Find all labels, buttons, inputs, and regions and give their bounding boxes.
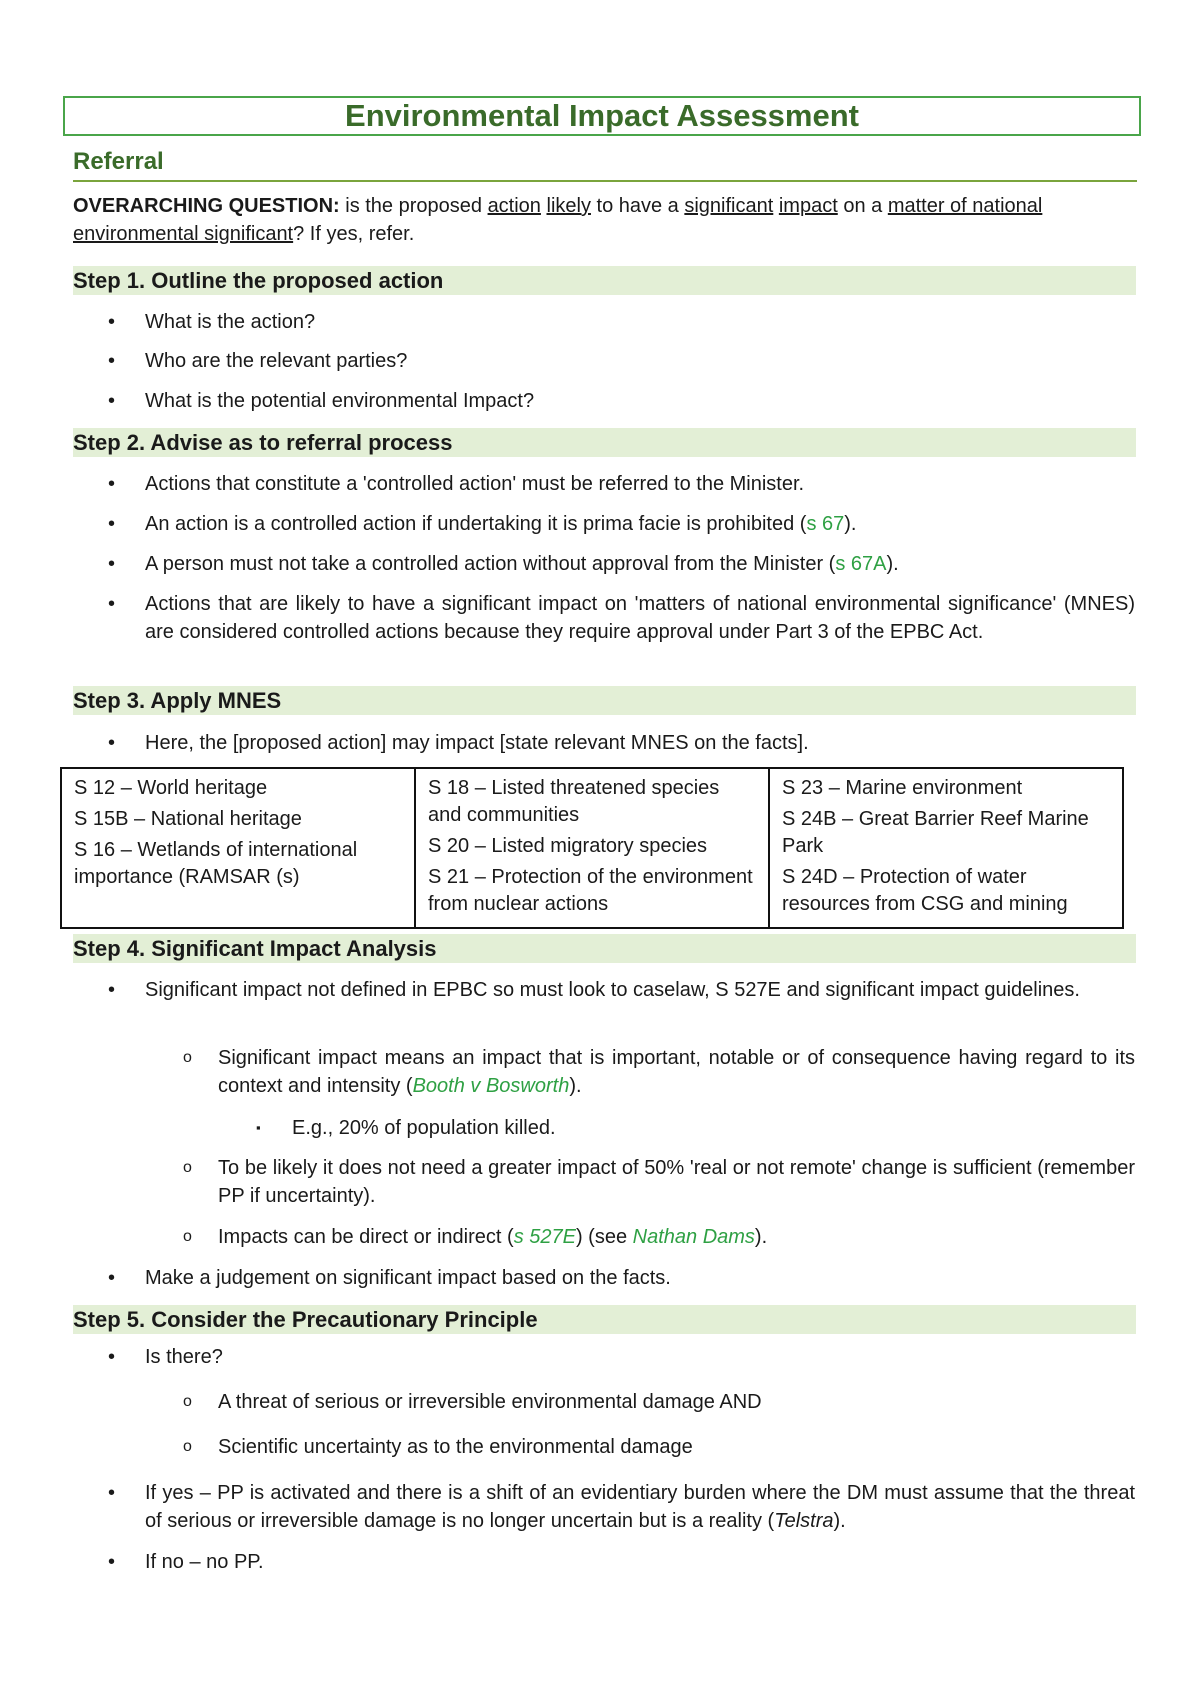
mnes-column-1 bbox=[61, 768, 415, 928]
list-item bbox=[145, 550, 1135, 578]
list-item: Actions that are likely to have a significant impact on 'matters of national environmental significance' (MNES) are considered controlled actions because they require approval under Part 3 of the EPBC Act. bbox=[145, 593, 1135, 643]
bullet-icon: • bbox=[108, 390, 116, 412]
step-2-heading: Step 2. Advise as to referral process bbox=[73, 428, 1136, 457]
underlined-term: matter of national environmental significant bbox=[73, 195, 1043, 245]
mnes-entry: S 23 – Marine environment bbox=[782, 777, 1023, 799]
text: ). bbox=[569, 1075, 582, 1097]
text: ). bbox=[844, 513, 857, 535]
list-item: Significant impact not defined in EPBC so must look to caselaw, S 527E and significant impact guidelines. bbox=[145, 979, 1080, 1001]
list-item bbox=[145, 510, 1135, 538]
step-3-heading: Step 3. Apply MNES bbox=[73, 686, 1136, 715]
step-5-heading: Step 5. Consider the Precautionary Principle bbox=[73, 1305, 1136, 1334]
bullet-icon: • bbox=[108, 1267, 116, 1289]
sub-list-item bbox=[218, 1044, 1135, 1100]
underlined-term: significant bbox=[684, 195, 774, 217]
mnes-entry: S 21 – Protection of the environment from nuclear actions bbox=[428, 866, 753, 915]
text: ? If yes, refer. bbox=[293, 223, 415, 245]
bullet-icon: • bbox=[108, 1482, 116, 1504]
case-reference: Nathan Dams bbox=[632, 1226, 755, 1248]
mnes-entry: S 18 – Listed threatened species and communities bbox=[428, 777, 720, 826]
step-4-heading: Step 4. Significant Impact Analysis bbox=[73, 934, 1136, 963]
list-item: Here, the [proposed action] may impact [state relevant MNES on the facts]. bbox=[145, 732, 809, 754]
list-item: Is there? bbox=[145, 1346, 223, 1368]
list-item bbox=[145, 1479, 1135, 1535]
list-item: Make a judgement on significant impact based on the facts. bbox=[145, 1267, 671, 1289]
circle-bullet-icon: o bbox=[183, 1159, 192, 1176]
circle-bullet-icon: o bbox=[183, 1049, 192, 1066]
square-bullet-icon: ▪ bbox=[256, 1120, 261, 1135]
text: to have a bbox=[590, 195, 685, 217]
section-reference: s 527E bbox=[513, 1226, 576, 1248]
underlined-term: action bbox=[487, 195, 541, 217]
bullet-icon: • bbox=[108, 979, 116, 1001]
bullet-icon: • bbox=[108, 553, 116, 575]
text: ). bbox=[886, 553, 899, 575]
bullet-icon: • bbox=[108, 1551, 116, 1573]
mnes-entry: S 24D – Protection of water resources from CSG and mining bbox=[782, 866, 1068, 915]
section-heading-referral: Referral bbox=[73, 148, 1137, 182]
bullet-icon: • bbox=[108, 350, 116, 372]
overarching-label: OVERARCHING QUESTION: bbox=[73, 195, 340, 217]
bullet-icon: • bbox=[108, 473, 116, 495]
text: ). bbox=[754, 1226, 768, 1248]
list-item: What is the action? bbox=[145, 311, 316, 333]
sub-list-item: To be likely it does not need a greater impact of 50% 'real or not remote' change is sufficient (remember PP if uncertainty). bbox=[218, 1157, 1135, 1207]
list-item: If no – no PP. bbox=[145, 1551, 264, 1573]
sub-sub-list-item: E.g., 20% of population killed. bbox=[292, 1117, 556, 1139]
underlined-term: likely bbox=[546, 195, 591, 217]
mnes-entry: S 16 – Wetlands of international importance (RAMSAR (s) bbox=[74, 839, 358, 888]
page-title: Environmental Impact Assessment bbox=[345, 98, 859, 133]
mnes-table bbox=[60, 767, 1124, 929]
text: ) (see bbox=[575, 1226, 633, 1248]
mnes-entry: S 24B – Great Barrier Reef Marine Park bbox=[782, 808, 1089, 857]
sub-list-item: Scientific uncertainty as to the environmental damage bbox=[218, 1436, 693, 1458]
text: An action is a controlled action if undertaking it is prima facie is prohibited ( bbox=[145, 513, 807, 535]
section-reference: s 67 bbox=[806, 513, 845, 535]
text: is the proposed bbox=[339, 195, 488, 217]
mnes-entry: S 20 – Listed migratory species bbox=[428, 835, 708, 857]
overarching-question bbox=[73, 192, 1136, 248]
title-box bbox=[63, 96, 1141, 136]
text: Impacts can be direct or indirect ( bbox=[218, 1226, 514, 1248]
circle-bullet-icon: o bbox=[183, 1228, 192, 1245]
sub-list-item bbox=[218, 1223, 1135, 1251]
text: on a bbox=[837, 195, 888, 217]
mnes-column-2 bbox=[415, 768, 769, 928]
list-item: Who are the relevant parties? bbox=[145, 350, 408, 372]
text: ). bbox=[833, 1510, 846, 1532]
bullet-icon: • bbox=[108, 593, 116, 615]
case-reference: Telstra bbox=[774, 1510, 834, 1532]
list-item: What is the potential environmental Impact? bbox=[145, 390, 535, 412]
text: A person must not take a controlled action without approval from the Minister ( bbox=[145, 553, 836, 575]
list-item: Actions that constitute a 'controlled action' must be referred to the Minister. bbox=[145, 473, 805, 495]
mnes-column-3 bbox=[769, 768, 1123, 928]
circle-bullet-icon: o bbox=[183, 1438, 192, 1455]
bullet-icon: • bbox=[108, 1346, 116, 1368]
circle-bullet-icon: o bbox=[183, 1393, 192, 1410]
sub-list-item: A threat of serious or irreversible environmental damage AND bbox=[218, 1391, 762, 1413]
bullet-icon: • bbox=[108, 311, 116, 333]
bullet-icon: • bbox=[108, 732, 116, 754]
case-reference: Booth v Bosworth bbox=[412, 1075, 570, 1097]
underlined-term: impact bbox=[778, 195, 838, 217]
text: Significant impact means an impact that is important, notable or of consequence having regard to its context and intensity ( bbox=[218, 1047, 1135, 1097]
mnes-entry: S 12 – World heritage bbox=[74, 777, 268, 799]
text: If yes – PP is activated and there is a shift of an evidentiary burden where the DM must assume that the threat of serious or irreversible damage is no longer uncertain but is a reality ( bbox=[145, 1482, 1135, 1532]
mnes-entry: S 15B – National heritage bbox=[74, 808, 302, 830]
step-1-heading: Step 1. Outline the proposed action bbox=[73, 266, 1136, 295]
section-reference: s 67A bbox=[835, 553, 887, 575]
bullet-icon: • bbox=[108, 513, 116, 535]
